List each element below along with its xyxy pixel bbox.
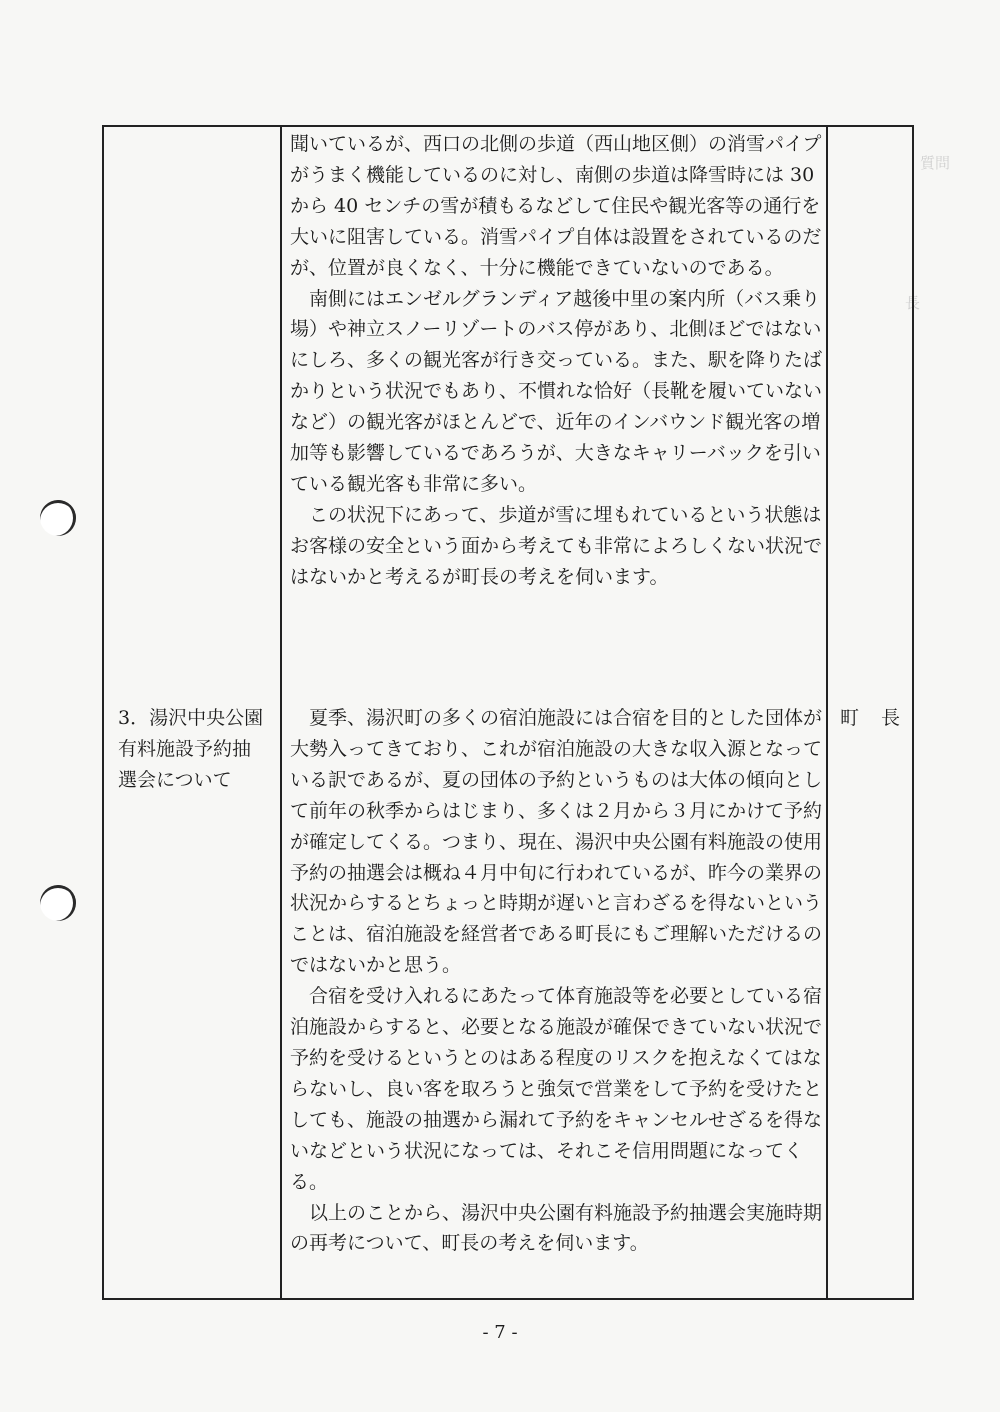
recipient-char-2: 長 [880,707,900,729]
section1-paragraph-2: 南側にはエンゼルグランディア越後中里の案内所（バス乗り場）や神立スノーリゾートのバス停があり、北側ほどではないにしろ、多くの観光客が行き交っている。また、駅を降りたばかりという状況でもあり、不慣れな恰好（長靴を履いていないなど）の観光客がほとんどで、近年のインバウンド観光客の増加等も影響しているであろうが、大きなキャリーバックを引いている観光客も非常に多い。 [290,287,823,495]
section1-body [290,129,822,593]
show-through-text: 長 [905,294,921,312]
page-number: - 7 - [482,1322,518,1343]
section3-paragraph-3: 以上のことから、湯沢中央公園有料施設予約抽選会実施時期の再考について、町長の考えを伺います。 [290,1201,823,1255]
show-through-text: 質問 [920,154,951,172]
column-divider [280,127,282,1298]
section3-body [290,703,822,1259]
punch-hole [40,500,76,536]
recipient-char-1: 町 [840,707,860,729]
question-table [102,125,914,1300]
section3-title: 3．湯沢中央公園 有料施設予約抽 選会について [118,707,264,791]
column-divider [826,127,828,1298]
section3-recipient [840,703,900,734]
section1-paragraph-3: この状況下にあって、歩道が雪に埋もれているという状態はお客様の安全という面から考えても非常によろしくない状況ではないかと考えるが町長の考えを伺います。 [290,503,823,588]
section3-paragraph-2: 合宿を受け入れるにあたって体育施設等を必要としている宿泊施設からすると、必要となる施設が確保できていない状況で予約を受けるというとのはある程度のリスクを抱えなくてはならないし、良い客を取ろうと強気で営業をして予約を受けたとしても、施設の抽選から漏れて予約をキャンセルせざるを得ないなどという状況になっては、それこそ信用問題になってくる。 [290,985,823,1193]
section3-paragraph-1: 夏季、湯沢町の多くの宿泊施設には合宿を目的とした団体が大勢入ってきており、これが宿泊施設の大きな収入源となっている訳であるが、夏の団体の予約というものは大体の傾向として前年の秋季からはじまり、多くは２月から３月にかけて予約が確定してくる。つまり、現在、湯沢中央公園有料施設の使用予約の抽選会は概ね４月中旬に行われているが、昨今の業界の状況からするとちょっと時期が遅いと言わざるを得ないということは、宿泊施設を経営者である町長にもご理解いただけるのではないかと思う。 [290,707,823,977]
section1-paragraph-1: 聞いているが、西口の北側の歩道（西山地区側）の消雪パイプがうまく機能しているのに対し、南側の歩道は降雪時には 30 から 40 センチの雪が積もるなどして住民や観光客等の通行を大いに阻害している。消雪パイプ自体は設置をされているのだが、位置が良くなく、十分に機能できていないのである。 [290,133,822,279]
punch-hole [40,885,76,921]
